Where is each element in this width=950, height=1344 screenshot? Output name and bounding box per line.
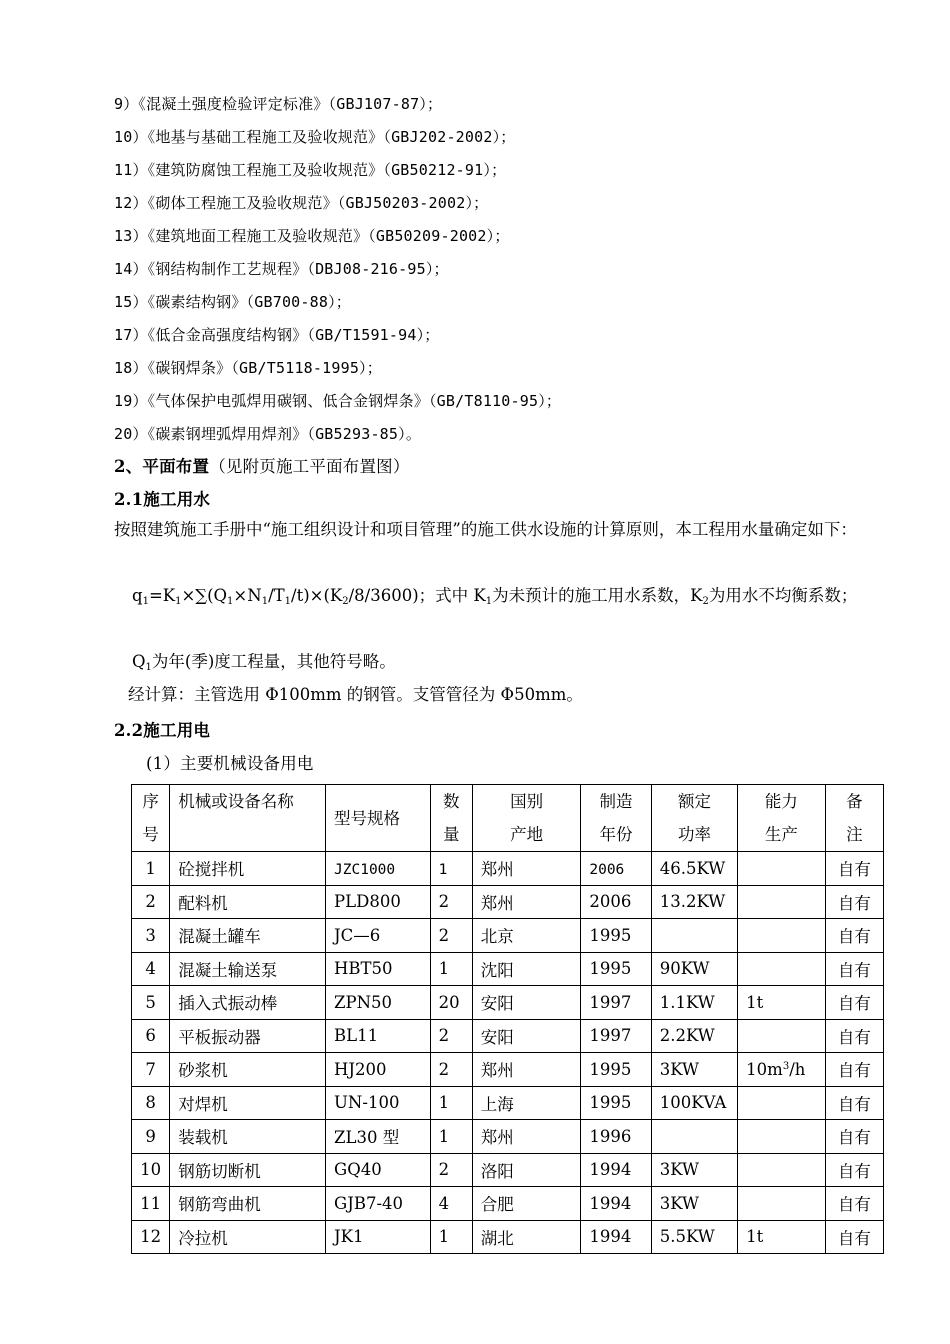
cell-model: ZL30 型 <box>326 1120 431 1154</box>
cell-note: 自有 <box>825 986 883 1020</box>
equipment-table-body <box>132 852 884 1254</box>
cell-note: 自有 <box>825 1086 883 1120</box>
cell-power: 3KW <box>651 1153 737 1187</box>
section-heading-power: 2.2施工用电 <box>114 721 211 740</box>
cell-no: 11 <box>132 1187 170 1221</box>
cell-no: 3 <box>132 919 170 953</box>
reference-item: 12）《砌体工程施工及验收规范》（GBJ50203-2002）； <box>114 194 489 212</box>
cell-no: 12 <box>132 1220 170 1254</box>
section-heading-water: 2.1施工用水 <box>114 490 211 509</box>
table-row <box>132 1153 884 1187</box>
cell-year: 1997 <box>581 1019 651 1053</box>
cell-capacity <box>738 1187 825 1221</box>
cell-no: 10 <box>132 1153 170 1187</box>
header-name: 机械或设备名称 <box>170 785 326 852</box>
cell-no: 7 <box>132 1053 170 1087</box>
cell-power: 100KVA <box>651 1086 737 1120</box>
section-heading-note: （见附页施工平面布置图） <box>209 457 410 476</box>
cell-qty: 20 <box>430 986 472 1020</box>
equipment-subheading: (1）主要机械设备用电 <box>146 754 314 773</box>
cell-origin: 郑州 <box>472 885 581 919</box>
cell-year: 1996 <box>581 1120 651 1154</box>
cell-no: 2 <box>132 885 170 919</box>
cell-capacity <box>738 952 825 986</box>
cell-capacity <box>738 1153 825 1187</box>
cell-qty: 2 <box>430 1019 472 1053</box>
reference-item: 18）《碳钢焊条》（GB/T5118-1995）； <box>114 359 382 377</box>
table-row <box>132 1053 884 1087</box>
cell-qty: 1 <box>430 1220 472 1254</box>
cell-model: ZPN50 <box>326 986 431 1020</box>
cell-origin: 郑州 <box>472 1120 581 1154</box>
cell-qty: 1 <box>430 1120 472 1154</box>
section-heading-layout <box>114 457 410 477</box>
cell-year: 2006 <box>581 885 651 919</box>
cell-note: 自有 <box>825 919 883 953</box>
table-row <box>132 952 884 986</box>
cell-origin: 安阳 <box>472 1019 581 1053</box>
cell-origin: 郑州 <box>472 852 581 886</box>
water-formula-paragraph: $q_1=K_1\times\sum(Q_1\times N_1/T_1/t)\times(K_2/8/3600)$；式中 $K_1$为未预计的施工用水系数，$K_2$为用水不均衡系数； <box>132 586 858 607</box>
cell-name: 钢筋切断机 <box>170 1153 326 1187</box>
header-no: 序 号 <box>132 785 170 852</box>
cell-no: 9 <box>132 1120 170 1154</box>
equipment-table <box>131 784 884 1254</box>
cell-year: 1995 <box>581 952 651 986</box>
cell-capacity <box>738 1086 825 1120</box>
cell-origin: 合肥 <box>472 1187 581 1221</box>
header-capacity: 能力 生产 <box>738 785 825 852</box>
cell-name: 砂浆机 <box>170 1053 326 1087</box>
cell-qty: 2 <box>430 1153 472 1187</box>
cell-note: 自有 <box>825 1187 883 1221</box>
cell-qty: 1 <box>430 1086 472 1120</box>
q1-definition: $Q_1$为年(季)度工程量，其他符号略。 <box>132 652 396 673</box>
cell-capacity <box>738 919 825 953</box>
table-row <box>132 919 884 953</box>
cell-power: 1.1KW <box>651 986 737 1020</box>
cell-model: GJB7-40 <box>326 1187 431 1221</box>
cell-origin: 湖北 <box>472 1220 581 1254</box>
cell-name: 砼搅拌机 <box>170 852 326 886</box>
table-row <box>132 986 884 1020</box>
reference-item: 19）《气体保护电弧焊用碳钢、低合金钢焊条》（GB/T8110-95）； <box>114 392 562 410</box>
cell-capacity <box>738 1019 825 1053</box>
cell-qty: 1 <box>430 852 472 886</box>
cell-note: 自有 <box>825 1120 883 1154</box>
cell-name: 装载机 <box>170 1120 326 1154</box>
cell-note: 自有 <box>825 885 883 919</box>
cell-year: 1994 <box>581 1220 651 1254</box>
cell-name: 对焊机 <box>170 1086 326 1120</box>
cell-qty: 2 <box>430 919 472 953</box>
reference-item: 20）《碳素钢埋弧焊用焊剂》（GB5293-85）。 <box>114 425 422 443</box>
table-row <box>132 1086 884 1120</box>
cell-capacity: 1t <box>738 986 825 1020</box>
cell-model: BL11 <box>326 1019 431 1053</box>
cell-model: HJ200 <box>326 1053 431 1087</box>
table-row <box>132 885 884 919</box>
table-header-row <box>132 785 884 852</box>
cell-power: 46.5KW <box>651 852 737 886</box>
header-power: 额定 功率 <box>651 785 737 852</box>
cell-power: 5.5KW <box>651 1220 737 1254</box>
cell-name: 混凝土输送泵 <box>170 952 326 986</box>
cell-qty: 1 <box>430 952 472 986</box>
cell-year: 1995 <box>581 919 651 953</box>
cell-power <box>651 919 737 953</box>
header-note: 备 注 <box>825 785 883 852</box>
table-row <box>132 1187 884 1221</box>
header-origin: 国别 产地 <box>472 785 581 852</box>
cell-origin: 洛阳 <box>472 1153 581 1187</box>
table-row <box>132 1019 884 1053</box>
section-heading-number: 2、平面布置 <box>114 457 210 476</box>
cell-no: 8 <box>132 1086 170 1120</box>
cell-power <box>651 1120 737 1154</box>
cell-origin: 北京 <box>472 919 581 953</box>
cell-capacity: $10m^3/h$ <box>738 1053 825 1087</box>
cell-name: 平板振动器 <box>170 1019 326 1053</box>
cell-name: 冷拉机 <box>170 1220 326 1254</box>
cell-name: 钢筋弯曲机 <box>170 1187 326 1221</box>
header-qty: 数 量 <box>430 785 472 852</box>
cell-model: JZC1000 <box>326 852 431 886</box>
reference-item: 10）《地基与基础工程施工及验收规范》（GBJ202-2002）； <box>114 128 516 146</box>
cell-no: 6 <box>132 1019 170 1053</box>
cell-qty: 2 <box>430 885 472 919</box>
cell-power: 13.2KW <box>651 885 737 919</box>
cell-model: HBT50 <box>326 952 431 986</box>
reference-item: 14）《钢结构制作工艺规程》（DBJ08-216-95）； <box>114 260 449 278</box>
cell-model: UN-100 <box>326 1086 431 1120</box>
cell-origin: 上海 <box>472 1086 581 1120</box>
cell-model: PLD800 <box>326 885 431 919</box>
cell-qty: 2 <box>430 1053 472 1087</box>
cell-capacity: 1t <box>738 1220 825 1254</box>
cell-qty: 4 <box>430 1187 472 1221</box>
cell-power: 3KW <box>651 1053 737 1087</box>
reference-item: 13）《建筑地面工程施工及验收规范》（GB50209-2002）； <box>114 227 510 245</box>
cell-year: 1994 <box>581 1187 651 1221</box>
cell-note: 自有 <box>825 1053 883 1087</box>
reference-item: 11）《建筑防腐蚀工程施工及验收规范》（GB50212-91）； <box>114 161 507 179</box>
cell-model: JK1 <box>326 1220 431 1254</box>
cell-origin: 安阳 <box>472 986 581 1020</box>
cell-no: 5 <box>132 986 170 1020</box>
pipe-calculation: 经计算：主管选用 Φ100mm 的钢管。支管管径为 Φ50mm。 <box>128 685 583 704</box>
cell-note: 自有 <box>825 1153 883 1187</box>
cell-capacity <box>738 852 825 886</box>
cell-note: 自有 <box>825 1019 883 1053</box>
cell-power: 90KW <box>651 952 737 986</box>
cell-no: 4 <box>132 952 170 986</box>
cell-note: 自有 <box>825 852 883 886</box>
cell-year: 1995 <box>581 1086 651 1120</box>
reference-item: 9）《混凝土强度检验评定标准》（GBJ107-87）； <box>114 95 443 113</box>
cell-capacity <box>738 885 825 919</box>
cell-power: 2.2KW <box>651 1019 737 1053</box>
cell-no: 1 <box>132 852 170 886</box>
cell-origin: 郑州 <box>472 1053 581 1087</box>
cell-note: 自有 <box>825 952 883 986</box>
cell-model: GQ40 <box>326 1153 431 1187</box>
cell-name: 配料机 <box>170 885 326 919</box>
header-year: 制造 年份 <box>581 785 651 852</box>
cell-model: JC—6 <box>326 919 431 953</box>
cell-name: 插入式振动棒 <box>170 986 326 1020</box>
table-row <box>132 852 884 886</box>
cell-capacity <box>738 1120 825 1154</box>
reference-item: 17）《低合金高强度结构钢》（GB/T1591-94）； <box>114 326 440 344</box>
table-row <box>132 1220 884 1254</box>
cell-year: 2006 <box>581 852 651 886</box>
cell-origin: 沈阳 <box>472 952 581 986</box>
cell-year: 1994 <box>581 1153 651 1187</box>
header-model: 型号规格 <box>326 785 431 852</box>
cell-name: 混凝土罐车 <box>170 919 326 953</box>
cell-note: 自有 <box>825 1220 883 1254</box>
water-intro-paragraph: 按照建筑施工手册中“施工组织设计和项目管理”的施工供水设施的计算原则，本工程用水量确定如下： <box>114 520 857 539</box>
table-row <box>132 1120 884 1154</box>
cell-year: 1995 <box>581 1053 651 1087</box>
reference-item: 15）《碳素结构钢》（GB700-88）； <box>114 293 352 311</box>
cell-power: 3KW <box>651 1187 737 1221</box>
cell-year: 1997 <box>581 986 651 1020</box>
